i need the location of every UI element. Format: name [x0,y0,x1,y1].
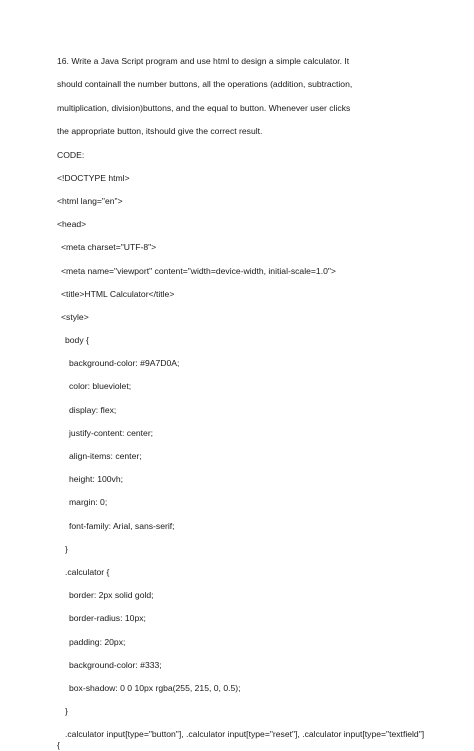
document-body [57,56,457,751]
code-line: <style> [61,311,89,322]
code-line: justify-content: center; [69,427,154,438]
code-line: margin: 0; [69,497,108,508]
code-line: <title>HTML Calculator</title> [61,288,175,299]
code-line: background-color: #333; [69,659,162,670]
code-line: border-radius: 10px; [69,613,146,624]
question-line: should containall the number buttons, all the operations (addition, subtraction, [57,79,353,90]
code-line: height: 100vh; [69,474,123,485]
code-line: border: 2px solid gold; [69,590,154,601]
code-heading: CODE: [57,149,85,160]
code-line: padding: 20px; [69,636,126,647]
code-line: body { [65,335,89,346]
code-line: color: blueviolet; [69,381,132,392]
code-line: <meta charset="UTF-8"> [61,242,157,253]
code-line: display: flex; [69,404,117,415]
code-line: <!DOCTYPE html> [57,172,130,183]
question-line: multiplication, division)buttons, and the equal to button. Whenever user clicks [57,102,351,113]
code-line: { [57,740,60,751]
question-line: 16. Write a Java Script program and use html to design a simple calculator. It [57,56,350,66]
code-line: <meta name="viewport" content="width=device-width, initial-scale=1.0"> [61,265,336,276]
code-line: } [65,543,68,554]
question-line: the appropriate button, itshould give the correct result. [57,126,263,137]
code-line: <head> [57,219,87,230]
code-line: font-family: Arial, sans-serif; [69,520,175,531]
code-line: } [65,706,68,717]
code-line: <html lang="en"> [57,195,123,206]
code-line: background-color: #9A7D0A; [69,358,180,369]
code-line: box-shadow: 0 0 10px rgba(255, 215, 0, 0.5); [69,682,241,693]
code-line: align-items: center; [69,451,142,461]
code-line: .calculator { [65,566,110,577]
code-line: .calculator input[type="button"], .calculator input[type="reset"], .calculator input[type="textfield"] [65,729,425,740]
